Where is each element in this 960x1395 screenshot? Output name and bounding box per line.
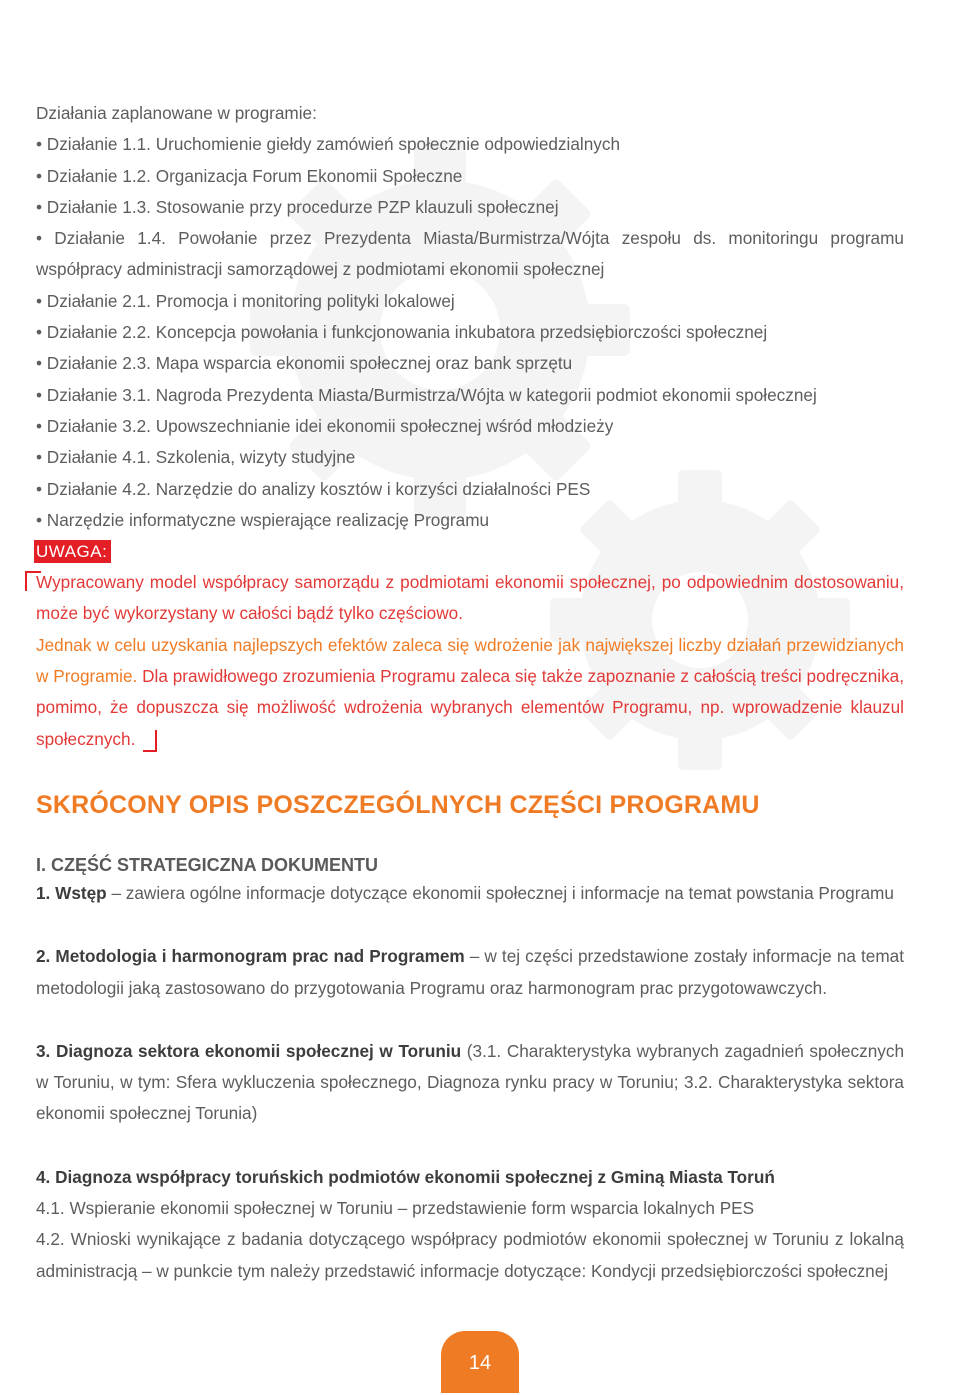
intro-heading: Działania zaplanowane w programie:: [36, 103, 317, 123]
warning-paragraph-3: Dla prawidłowego zrozumienia Programu zaleca się także zapoznanie z całością treści podręcznika, pomimo, że dopuszcza się możliwość wdrożenia wybranych elementów Programu, np. wprowadzenie klauzul społecznych.: [36, 666, 904, 749]
warning-paragraph-2: Jednak w celu uzyskania najlepszych efektów zaleca się wdrożenie jak największej liczby działań przewidzianych w Programie.: [36, 634, 904, 687]
warning-paragraph-1: Wypracowany model współpracy samorządu z podmiotami ekonomii społecznej, po odpowiednim dostosowaniu, może być wykorzystany w całości bądź tylko częściowo.: [36, 572, 904, 624]
section-title: SKRÓCONY OPIS POSZCZEGÓLNYCH CZĘŚCI PROGRAMU: [36, 790, 760, 819]
list-item: • Działanie 1.1. Uruchomienie giełdy zamówień społecznie odpowiedzialnych: [36, 129, 904, 160]
corner-bracket-top-left: [25, 571, 41, 591]
warning-label: UWAGA:: [34, 540, 111, 563]
sub-item: 4.1. Wspieranie ekonomii społecznej w Toruniu – przedstawienie form wsparcia lokalnych PES: [36, 1198, 755, 1219]
entry-1: [36, 878, 904, 909]
part-title: I. CZĘŚĆ STRATEGICZNA DOKUMENTU: [36, 854, 378, 875]
sub-item: 4.2. Wnioski wynikające z badania dotyczącego współpracy podmiotów ekonomii społecznej w Toruniu z lokalną administracją – w punkcie tym należy przedstawić informacje dotyczące: Kondycji przedsiębiorczości społecznej: [36, 1229, 904, 1281]
entry-text: – zawiera ogólne informacje dotyczące ekonomii społecznej i informacje na temat powstania Programu: [106, 882, 894, 903]
list-item: • Działanie 2.1. Promocja i monitoring polityki lokalowej: [36, 286, 904, 317]
list-item: • Działanie 1.4. Powołanie przez Prezydenta Miasta/Burmistrza/Wójta zespołu ds. monitoringu programu współpracy administracji samorządowej z podmiotami ekonomii społecznej: [36, 223, 904, 286]
list-item: • Narzędzie informatyczne wspierające realizację Programu: [36, 505, 904, 536]
warning-paragraph-2-3: [36, 630, 904, 755]
list-item: • Działanie 3.2. Upowszechnianie idei ekonomii społecznej wśród młodzieży: [36, 411, 904, 442]
list-item: • Działanie 3.1. Nagroda Prezydenta Miasta/Burmistrza/Wójta w kategorii podmiot ekonomii społecznej: [36, 380, 904, 411]
list-item: • Działanie 4.2. Narzędzie do analizy kosztów i korzyści działalności PES: [36, 474, 904, 505]
list-item: • Działanie 1.2. Organizacja Forum Ekonomii Społeczne: [36, 161, 904, 192]
entry-4: [36, 1162, 904, 1193]
page-number: 14: [441, 1331, 519, 1393]
list-item: • Działanie 4.1. Szkolenia, wizyty studyjne: [36, 442, 904, 473]
entry-title: 1. Wstęp: [36, 882, 107, 903]
list-item: • Działanie 2.2. Koncepcja powołania i funkcjonowania inkubatora przedsiębiorczości społecznej: [36, 317, 904, 348]
entry-2: [36, 941, 904, 1004]
entry-text: – w tej części przedstawione zostały informacje na temat metodologii jaką zastosowano do przygotowania Programu oraz harmonogram prac przygotowawczych.: [36, 946, 904, 998]
warning-box: [36, 567, 904, 755]
entry-title: 3. Diagnoza sektora ekonomii społecznej w Toruniu: [36, 1040, 462, 1061]
entry-title: 2. Metodologia i harmonogram prac nad Programem: [36, 946, 465, 967]
list-item: • Działanie 2.3. Mapa wsparcia ekonomii społecznej oraz bank sprzętu: [36, 348, 904, 379]
actions-list: [36, 129, 904, 536]
entry-title: 4. Diagnoza współpracy toruńskich podmiotów ekonomii społecznej z Gminą Miasta Toruń: [36, 1166, 775, 1187]
page-content: [36, 98, 904, 1287]
list-item: • Działanie 1.3. Stosowanie przy procedurze PZP klauzuli społecznej: [36, 192, 904, 223]
entry-text: (3.1. Charakterystyka wybranych zagadnień społecznych w Toruniu, w tym: Sfera wykluczenia społecznego, Diagnoza rynku pracy w Toruniu; 3.2. Charakterystyka sektora ekonomii społecznej Torunia): [36, 1040, 905, 1124]
entry-3: [36, 1036, 904, 1130]
corner-bracket-bottom-right: [143, 730, 157, 752]
